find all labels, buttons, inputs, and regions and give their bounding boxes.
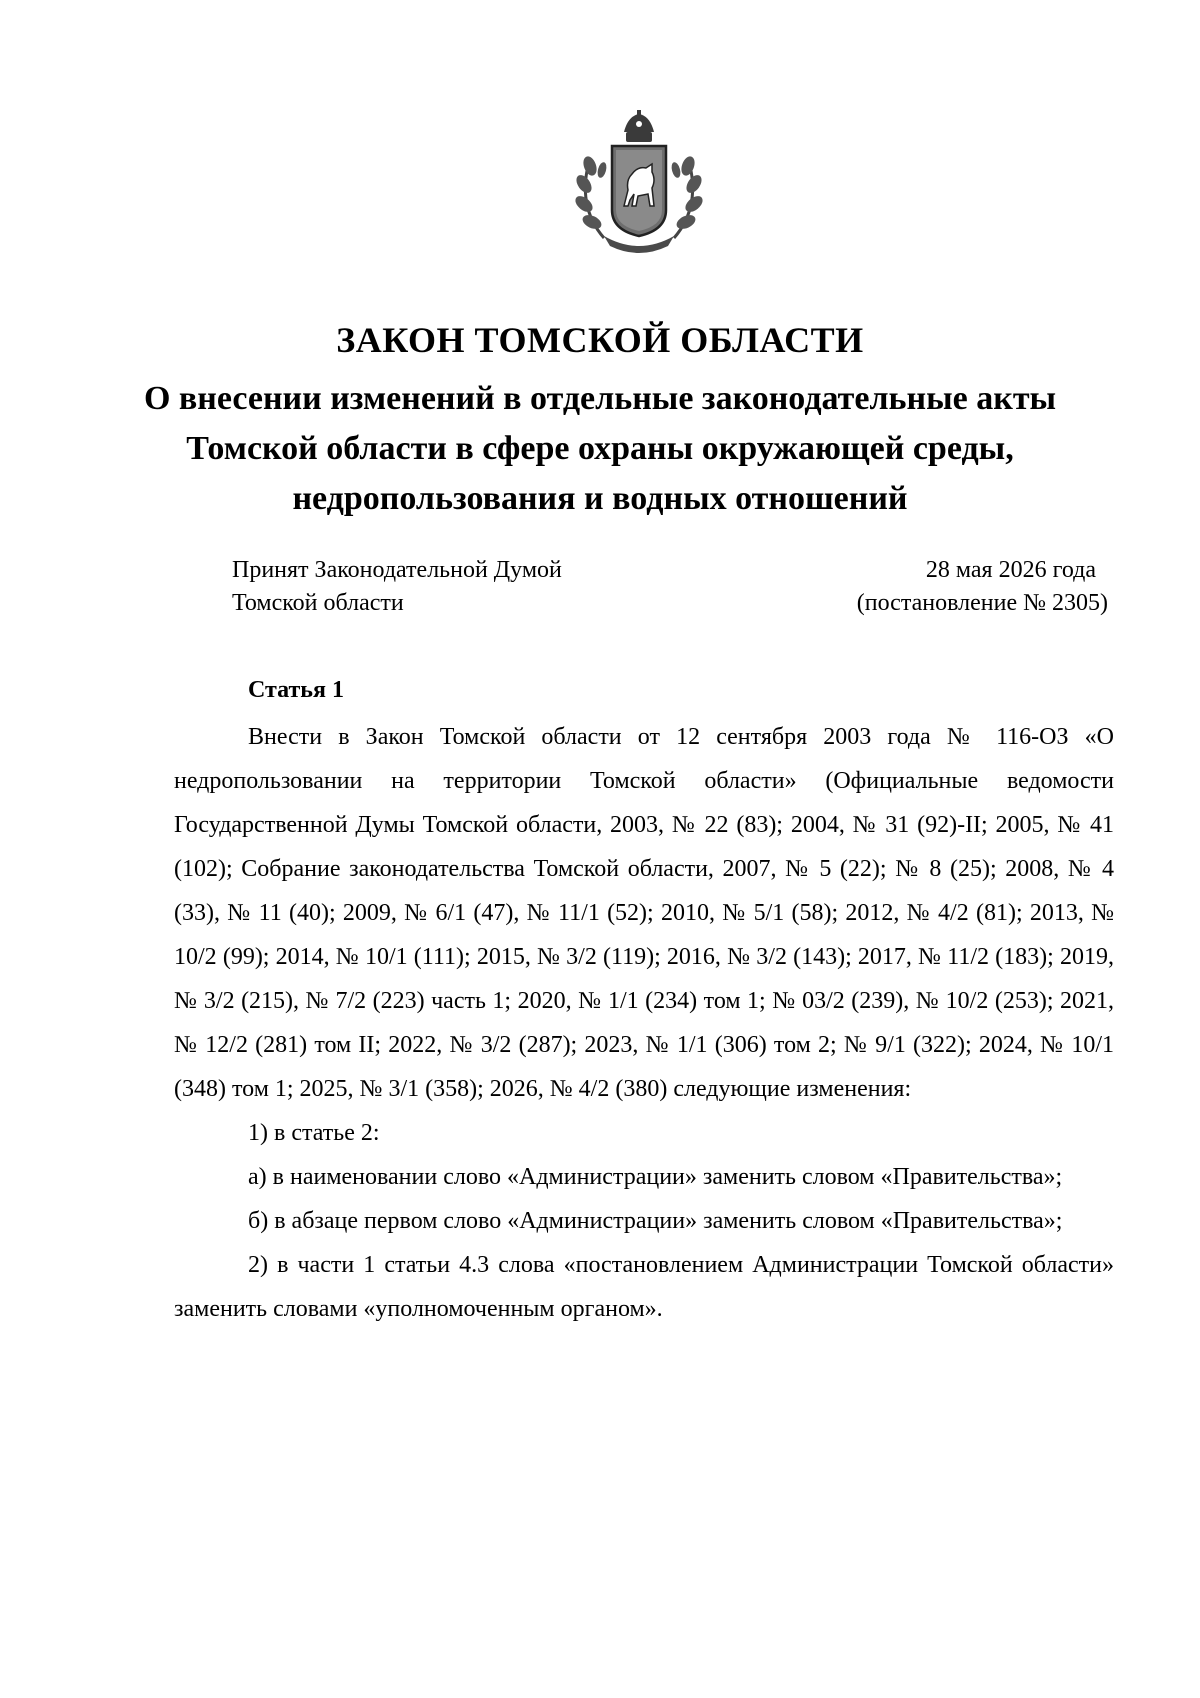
article-heading: Статья 1 [248,677,344,703]
adoption-date-block [857,554,1108,620]
law-subtitle: О внесении изменений в отдельные законодательные акты Томской области в сфере охраны окружающей среды, недропользования и водных отношений [143,380,1057,517]
item-1b: б) в абзаце первом слово «Администрации» заменить словом «Правительства»; [248,1208,1063,1234]
adoption-date: 28 мая 2026 года [925,557,1096,583]
coat-of-arms-icon [568,110,710,260]
adopted-by-line-1: Принят Законодательной Думой [232,557,562,583]
item-1a: а) в наименовании слово «Администрации» заменить словом «Правительства»; [248,1164,1063,1190]
item-1: 1) в статье 2: [248,1120,380,1146]
adopted-by-line-2: Томской области [232,590,404,616]
article-1 [174,672,1114,1331]
article-intro-paragraph: Внести в Закон Томской области от 12 сентября 2003 года № 116-ОЗ «О недропользовании на территории Томской области» (Официальные ведомости Государственной Думы Томской области, 2003, № 22 (83); 2004, № 31 (92)-II; 2005, № 41 (102); Собрание законодательства Томской области, 2007, № 5 (22); № 8 (25); 2008, № 4 (33), № 11 (40); 2009, № 6/1 (47), № 11/1 (52); 2010, № 5/1 (58); 2012, № 4/2 (81); 2013, № 10/2 (99); 2014, № 10/1 (111); 2015, № 3/2 (119); 2016, № 3/2 (143); 2017, № 11/2 (183); 2019, № 3/2 (215), № 7/2 (223) часть 1; 2020, № 1/1 (234) том 1; № 03/2 (239), № 10/2 (253); 2021, № 12/2 (281) том II; 2022, № 3/2 (287); 2023, № 1/1 (306) том 2; № 9/1 (322); 2024, № 10/1 (348) том 1; 2025, № 3/1 (358); 2026, № 4/2 (380) следующие изменения: [174,724,1114,1102]
law-title: ЗАКОН ТОМСКОЙ ОБЛАСТИ [336,320,864,360]
resolution-number: (постановление № 2305) [856,590,1108,616]
item-2: 2) в части 1 статьи 4.3 слова «постановлением Администрации Томской области» заменить словами «уполномоченным органом». [174,1252,1114,1322]
adopted-by [232,554,562,620]
